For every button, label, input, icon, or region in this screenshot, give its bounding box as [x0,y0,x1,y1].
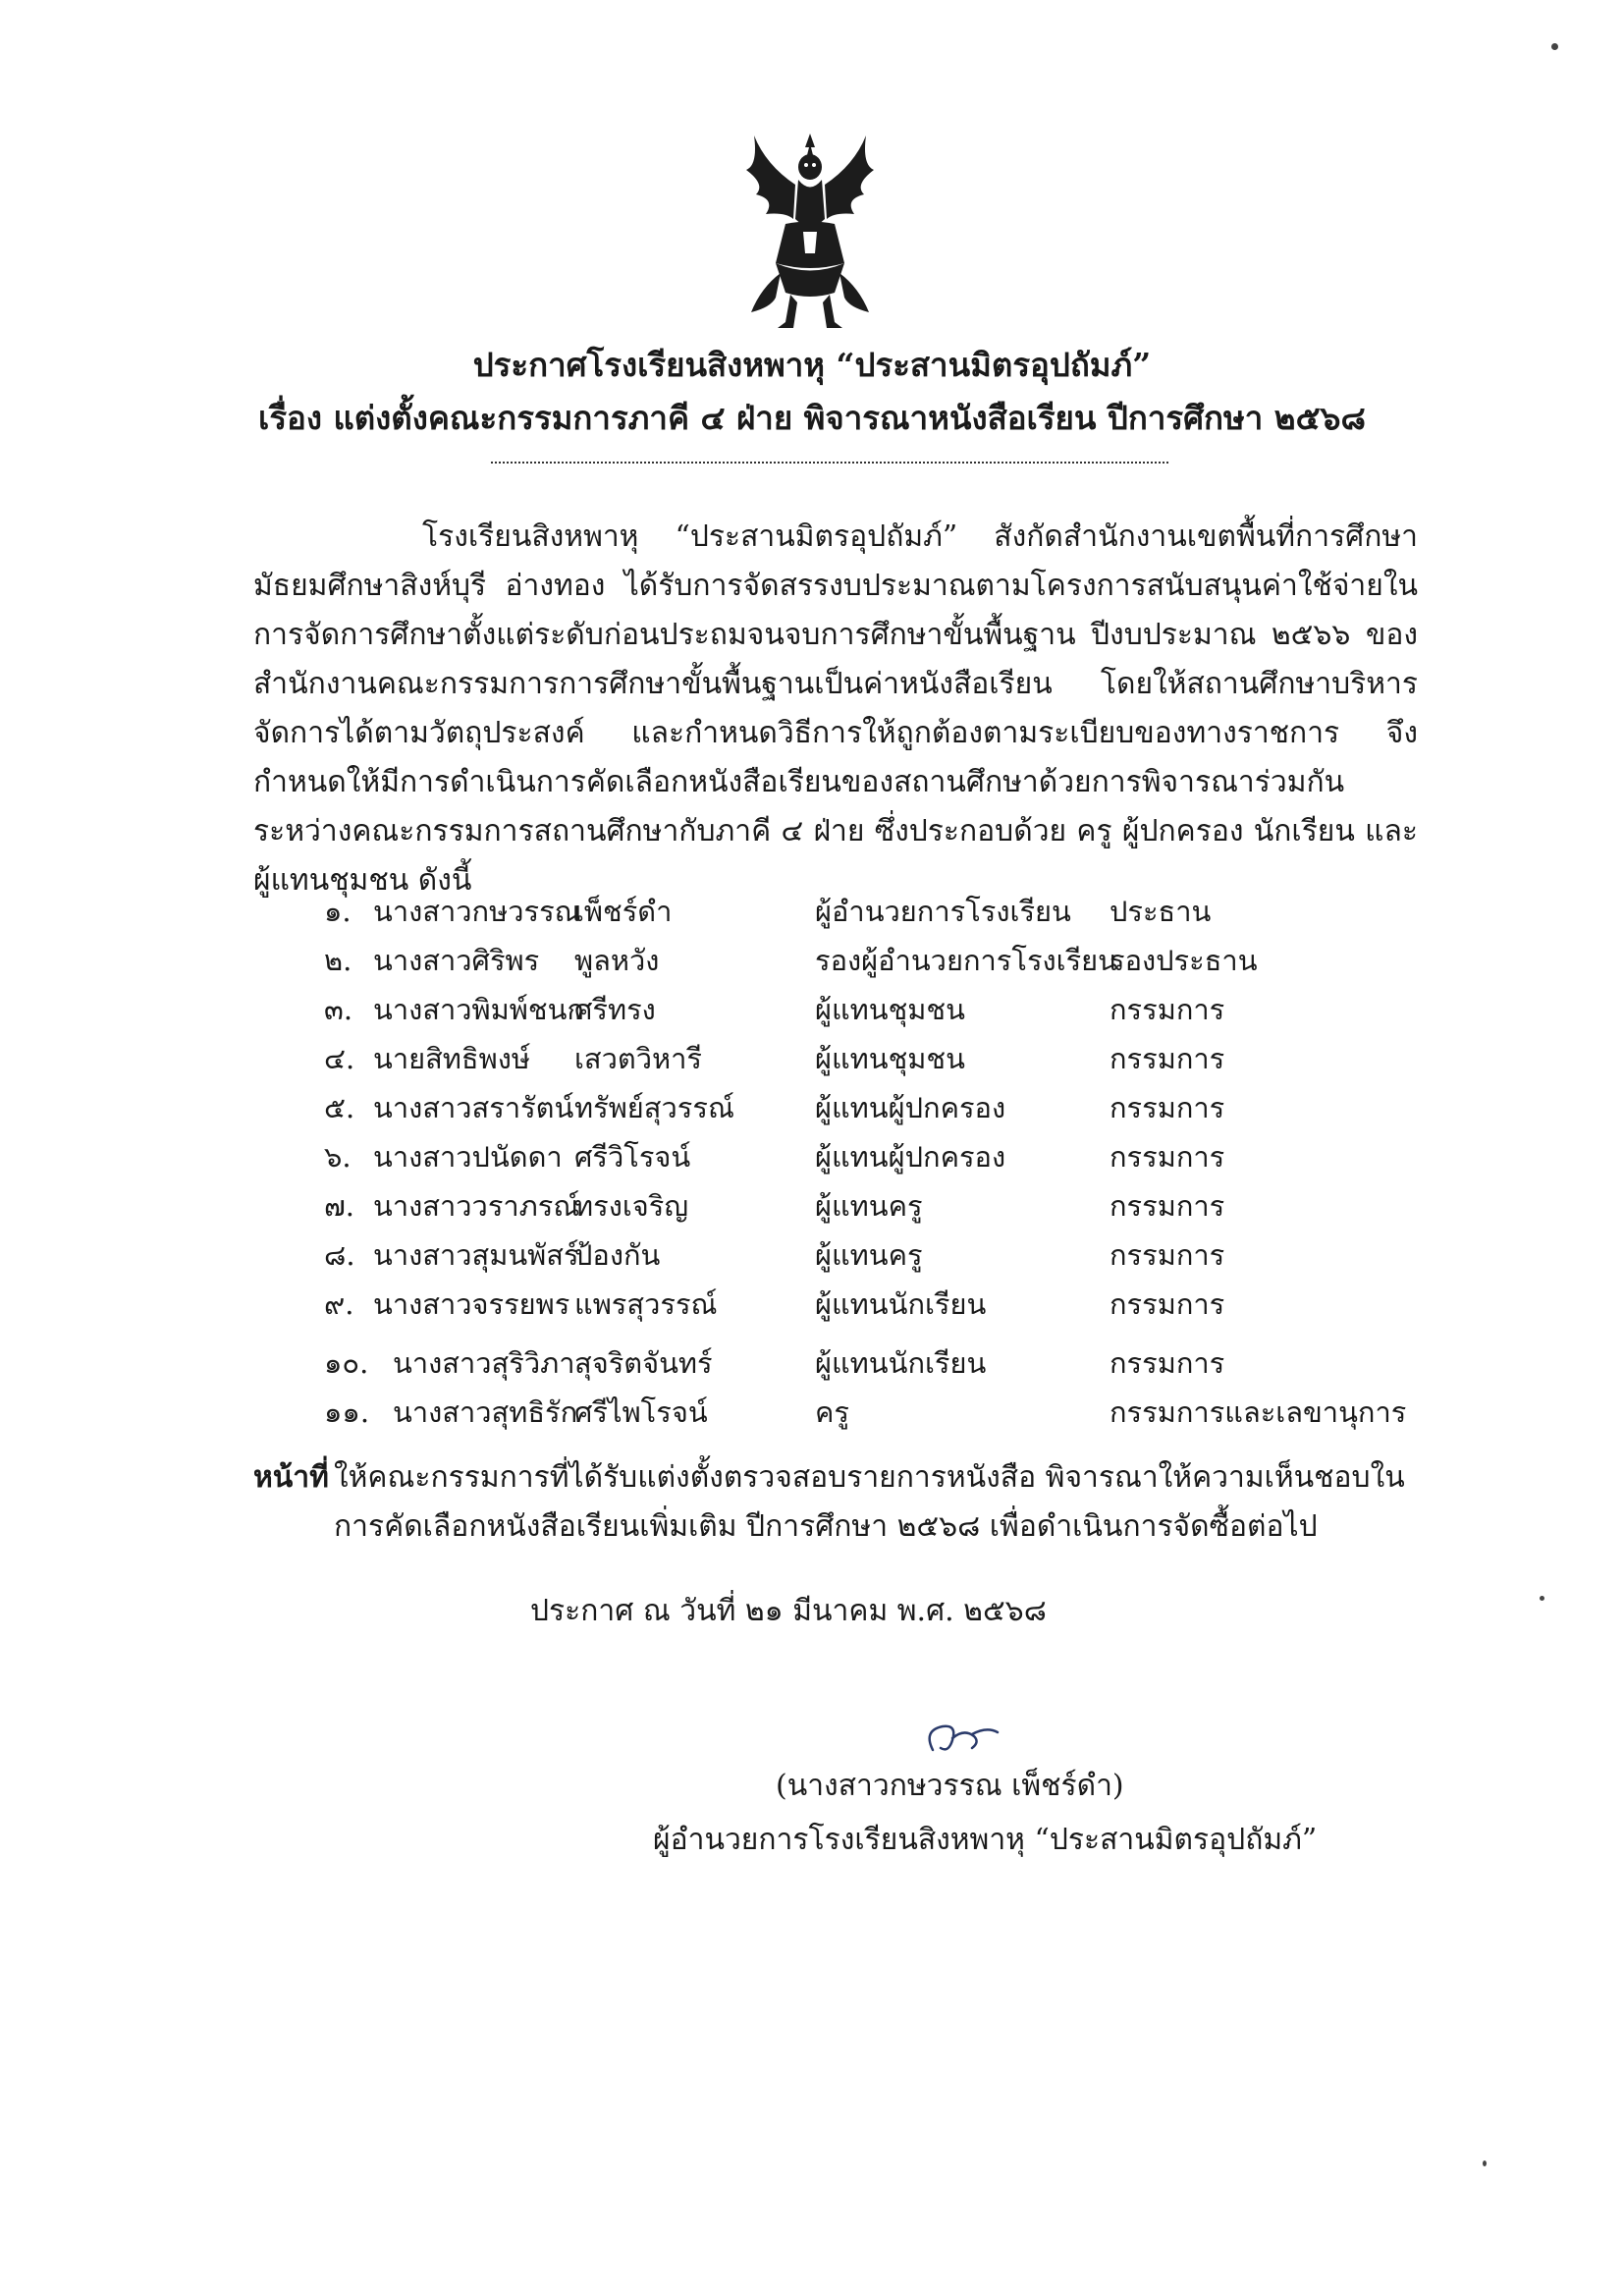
member-number: ๑๑. [324,1395,370,1429]
member-first-name: นางสาวศิริพร [373,944,540,977]
member-number: ๔. [324,1042,355,1075]
member-position: รองผู้อำนวยการโรงเรียน [815,944,1117,977]
member-position: ผู้แทนผู้ปกครอง [815,1091,1006,1124]
member-number: ๕. [324,1091,355,1124]
member-first-name: นางสาวสุริวิภา [393,1346,575,1380]
member-first-name: นางสาวกษวรรณ [373,895,581,928]
dotted-divider [491,462,1168,464]
member-position: ผู้แทนชุมชน [815,1042,965,1075]
member-last-name: ศรีวิโรจน์ [574,1140,691,1174]
member-last-name: ศรีทรง [574,993,656,1026]
signatory-name: (นางสาวกษวรรณ เพ็ชร์ดำ) [776,1769,1124,1803]
member-first-name: นางสาวสรารัตน์ [373,1091,574,1124]
member-role: กรรมการ [1110,1346,1225,1380]
member-first-name: นางสาวสุมนพัสร์ [373,1238,579,1272]
member-number: ๘. [324,1238,355,1272]
document-title: ประกาศโรงเรียนสิงหพาหุ “ประสานมิตรอุปถัมภ์” [472,346,1152,384]
member-number: ๖. [324,1140,352,1174]
member-role: รองประธาน [1110,944,1258,977]
scan-speck [1540,1596,1544,1601]
member-role: กรรมการ [1110,993,1225,1026]
handwritten-signature [903,1709,1011,1768]
member-last-name: แพรสุวรรณ์ [574,1287,718,1321]
member-role: ประธาน [1110,895,1212,928]
member-last-name: ป้องกัน [574,1238,661,1272]
scan-speck [1551,43,1558,50]
member-position: ผู้แทนครู [815,1189,923,1223]
announcement-date: ประกาศ ณ วันที่ ๒๑ มีนาคม พ.ศ. ๒๕๖๘ [530,1594,1047,1628]
duty-label: หน้าที่ [253,1460,329,1495]
member-role: กรรมการ [1110,1140,1225,1174]
duty-text: ให้คณะกรรมการที่ได้รับแต่งตั้งตรวจสอบรายการหนังสือ พิจารณาให้ความเห็นชอบในการคัดเลือกหนังสือเรียนเพิ่มเติม ปีการศึกษา ๒๕๖๘ เพื่อดำเนินการจัดซื้อต่อไป [334,1460,1405,1544]
member-first-name: นางสาววราภรณ์ [373,1189,580,1223]
body-paragraph: โรงเรียนสิงหพาหุ “ประสานมิตรอุปถัมภ์” สังกัดสำนักงานเขตพื้นที่การศึกษามัธยมศึกษาสิงห์บุรี อ่างทอง ได้รับการจัดสรรงบประมาณตามโครงการสนับสนุนค่าใช้จ่ายในการจัดการศึกษาตั้งแต่ระดับก่อนประถมจนจบการศึกษาขั้นพื้นฐาน ปีงบประมาณ ๒๕๖๖ ของสำนักงานคณะกรรมการการศึกษาขั้นพื้นฐานเป็นค่าหนังสือเรียน โดยให้สถานศึกษาบริหารจัดการได้ตามวัตถุประสงค์ และกำหนดวิธีการให้ถูกต้องตามระเบียบของทางราชการ จึงกำหนดให้มีการดำเนินการคัดเลือกหนังสือเรียนของสถานศึกษาด้วยการพิจารณาร่วมกันระหว่างคณะกรรมการสถานศึกษากับภาคี ๔ ฝ่าย ซึ่งประกอบด้วย ครู ผู้ปกครอง นักเรียน และผู้แทนชุมชน ดังนี้ [253,519,1418,898]
member-number: ๒. [324,944,352,977]
member-number: ๑. [324,895,352,928]
member-position: ผู้แทนนักเรียน [815,1346,987,1380]
member-last-name: ทรัพย์สุวรรณ์ [574,1091,734,1124]
member-position: ผู้แทนนักเรียน [815,1287,987,1321]
signatory-title: ผู้อำนวยการโรงเรียนสิงหพาหุ “ประสานมิตรอุปถัมภ์” [653,1823,1318,1857]
member-first-name: นายสิทธิพงษ์ [373,1042,531,1075]
member-first-name: นางสาวสุทธิรัก [393,1395,578,1429]
member-position: ครู [815,1395,849,1429]
member-first-name: นางสาวปนัดดา [373,1140,563,1174]
member-role: กรรมการและเลขานุการ [1110,1395,1407,1429]
member-first-name: นางสาวพิมพ์ชนก [373,993,584,1026]
member-number: ๑๐. [324,1346,369,1380]
document-subject: เรื่อง แต่งตั้งคณะกรรมการภาคี ๔ ฝ่าย พิจารณาหนังสือเรียน ปีการศึกษา ๒๕๖๘ [258,399,1366,437]
member-last-name: ทรงเจริญ [574,1189,689,1223]
member-last-name: ศรีไพโรจน์ [574,1395,708,1429]
member-first-name: นางสาวจรรยพร [373,1287,570,1321]
member-number: ๓. [324,993,353,1026]
member-position: ผู้อำนวยการโรงเรียน [815,895,1071,928]
member-role: กรรมการ [1110,1091,1225,1124]
garuda-emblem-icon [736,126,884,337]
member-position: ผู้แทนครู [815,1238,923,1272]
member-role: กรรมการ [1110,1189,1225,1223]
member-number: ๗. [324,1189,355,1223]
scan-speck [1483,2160,1487,2166]
member-number: ๙. [324,1287,354,1321]
member-position: ผู้แทนผู้ปกครอง [815,1140,1006,1174]
member-role: กรรมการ [1110,1042,1225,1075]
member-last-name: เพ็ชร์ดำ [574,895,673,928]
member-position: ผู้แทนชุมชน [815,993,965,1026]
member-last-name: สุจริตจันทร์ [574,1346,713,1380]
member-last-name: พูลหวัง [574,944,660,977]
member-last-name: เสวตวิหารี [574,1042,702,1075]
member-role: กรรมการ [1110,1238,1225,1272]
member-role: กรรมการ [1110,1287,1225,1321]
